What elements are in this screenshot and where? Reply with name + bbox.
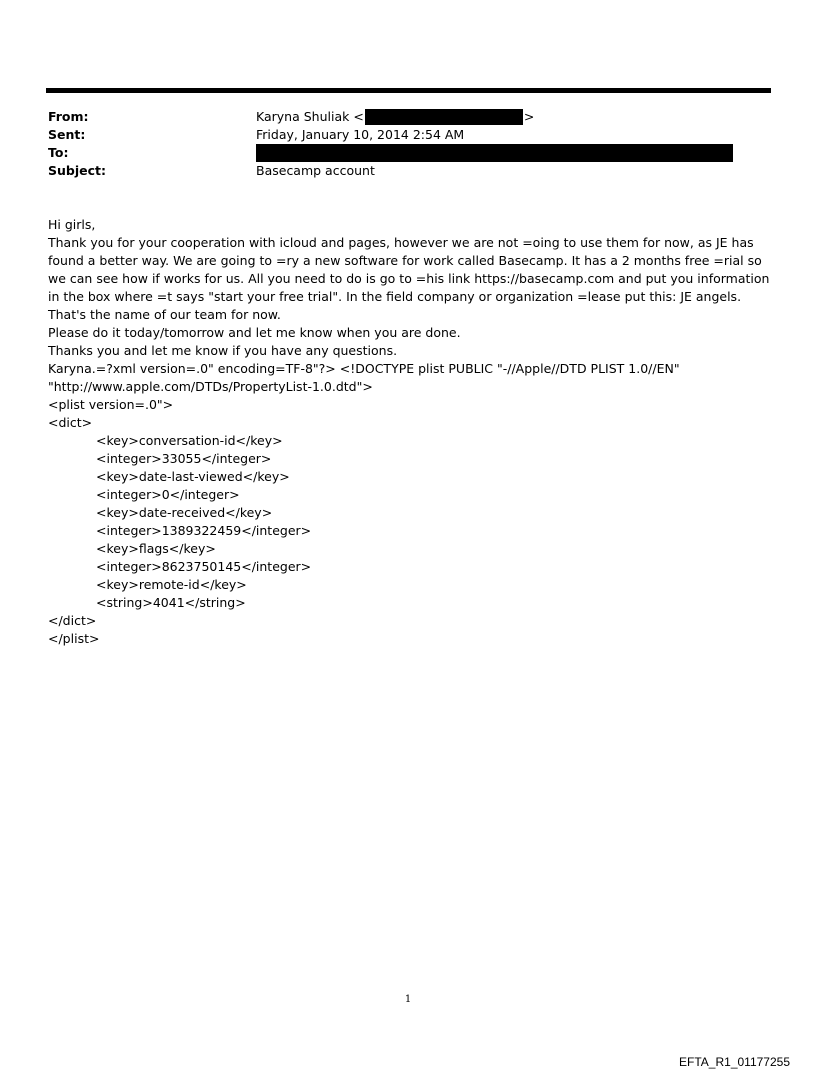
from-row <box>48 108 772 126</box>
dtd-line: "http://www.apple.com/DTDs/PropertyList-1.0.dtd"> <box>48 379 373 394</box>
plist-entry: <key>date-last-viewed</key> <box>96 469 290 484</box>
from-label: From: <box>48 109 89 124</box>
plist-entry: <integer>1389322459</integer> <box>96 523 312 538</box>
header-rule <box>46 88 771 93</box>
plist-open: <plist version=.0"> <box>48 397 174 412</box>
plist-entry: <integer>33055</integer> <box>96 451 272 466</box>
plist-entry: <key>date-received</key> <box>96 505 273 520</box>
plist-entry: <key>conversation-id</key> <box>96 433 283 448</box>
signature-xml-line: Karyna.=?xml version=.0" encoding=TF-8"?> <!DOCTYPE plist PUBLIC "-//Apple//DTD PLIST 1.0//EN" <box>48 361 680 376</box>
plist-entry: <string>4041</string> <box>96 595 246 610</box>
sent-row <box>48 126 772 144</box>
body-paragraph: Thank you for your cooperation with icloud and pages, however we are not =oing to use them for now, as JE has found a better way. We are going to =ry a new software for work called Basecamp. It has a 2 months free =rial so we can see how if works for us. All you need to do is go to =his link https://basecamp.com and put you information in the box where =t says "start your free trial". In the field company or organization =lease put this: JE angels. That's the name of our team for now. <box>48 235 770 322</box>
dict-close: </dict> <box>48 613 97 628</box>
sent-value: Friday, January 10, 2014 2:54 AM <box>256 127 465 142</box>
redacted-email-block <box>365 109 523 125</box>
to-value <box>256 144 733 163</box>
plist-entry: <integer>0</integer> <box>96 487 240 502</box>
from-close-bracket: > <box>523 109 535 124</box>
from-name: Karyna Shuliak < <box>256 109 364 124</box>
to-label: To: <box>48 145 69 160</box>
page-number: 1 <box>404 994 412 1005</box>
from-value <box>256 108 534 126</box>
subject-value: Basecamp account <box>256 163 375 178</box>
thanks-line: Thanks you and let me know if you have any questions. <box>48 343 398 358</box>
plist-entry: <key>flags</key> <box>96 541 216 556</box>
redacted-recipients-block <box>256 144 733 162</box>
to-row <box>48 144 772 162</box>
plist-entry: <key>remote-id</key> <box>96 577 247 592</box>
sent-label: Sent: <box>48 127 86 142</box>
greeting: Hi girls, <box>48 217 96 232</box>
document-id: EFTA_R1_01177255 <box>679 1055 790 1069</box>
dict-open: <dict> <box>48 415 93 430</box>
plist-close: </plist> <box>48 631 100 646</box>
request-line: Please do it today/tomorrow and let me know when you are done. <box>48 325 461 340</box>
plist-entry: <integer>8623750145</integer> <box>96 559 312 574</box>
email-body <box>48 216 773 648</box>
email-header <box>48 108 772 180</box>
subject-row <box>48 162 772 180</box>
subject-label: Subject: <box>48 163 106 178</box>
